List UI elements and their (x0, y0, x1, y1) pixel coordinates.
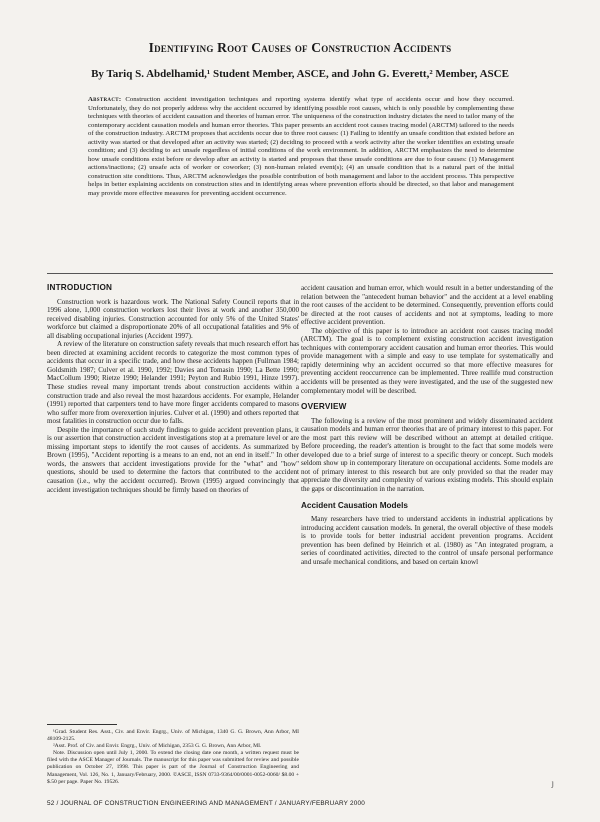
body-paragraph: Despite the importance of such study findings to guide accident prevention plans, it is our assertion that construction accident investigations stop at a premature level or are missing important steps to identify the root causes of accidents. As summarized by Brown (1995), "Accident reporting is a means to an end, not an end in itself." In other words, the answers that accident investigations provide for the "what" and "how" questions, should be used to determine the factors that contributed to the accident causation (i.e., why the accident occurred). Brown (1995) argued convincingly that accident investigation techniques should be firmly based on theories of (47, 425, 299, 494)
footnote: ¹Grad. Student Res. Asst., Civ. and Envir. Engrg., Univ. of Michigan, 1340 G. G. Brown, Ann Arbor, MI 48109-2125. (47, 729, 299, 743)
footnotes (47, 729, 299, 786)
abstract (88, 96, 514, 199)
page-footer: 52 / JOURNAL OF CONSTRUCTION ENGINEERING AND MANAGEMENT / JANUARY/FEBRUARY 2000 (47, 800, 365, 807)
abstract-text: Construction accident investigation techniques and reporting systems identify what type of accidents occur and how they occurred. Unfortunately, they do not properly address why the accident occurred by identifying possible root causes, which is only possible by complementing these techniques with theories of accident causation and theories of human error. The uniqueness of the construction industry dictates the need to tailor many of the contemporary accident causation models and human error theories. This paper presents an accident root causes tracing model (ARCTM) tailored to the needs of the construction industry. ARCTM proposes that accidents occur due to three root causes: (1) Failing to identify an unsafe condition that existed before an activity was started or that developed after an activity was started; (2) deciding to proceed with a work activity after the worker identifies an existing unsafe condition; and (3) deciding to act unsafe regardless of initial conditions of the work environment. In addition, ARCTM emphasizes the need to determine how unsafe conditions exist before or develop after an activity is started and proposes that these unsafe conditions are due to four causes: (1) Management actions/inactions; (2) unsafe acts of worker or coworker; (3) non-human related event(s); (4) an unsafe condition that is a natural part of the initial construction site conditions. Thus, ARCTM acknowledges the possible contribution of both management and labor to the accident process. This perspective helps in better explaining accidents on construction sites and in identifying areas where prevention efforts should be directed, so that labor and management may provide more effective measures for preventing accident occurrence. (88, 96, 514, 198)
body-paragraph: Construction work is hazardous work. The National Safety Council reports that in 1996 alone, 1,000 construction workers lost their lives at work and another 350,000 received disabling injuries. Construction accounted for only 5% of the United States' workforce but claimed a disproportionate 20% of all occupational fatalities and 9% of all disabling occupational injuries (Accident 1997). (47, 297, 299, 340)
body-paragraph: The objective of this paper is to introduce an accident root causes tracing model (ARCTM). The goal is to complement existing construction accident investigation techniques with contemporary accident causation and human error theories. This would provide management with a simple and easy to use template for systematically and rapidly determining why an accident occurred so that more effective measures for preventing accident reoccurrence can be implemented. Three reallife mud construction accidents will be presented as they were investigated, and the use of the suggested new complementary model will be described. (301, 326, 553, 395)
right-column (301, 284, 553, 566)
body-paragraph: The following is a review of the most prominent and widely disseminated accident causation models and human error theories that are of primary interest to this paper. For the most part this review will be described without an attempt at detailed critique. Before proceeding, the reader's attention is brought to the fact that some models were developed due to a brief surge of interest to a specific theory or concept. Such models seldom show up in contemporary literature on occupational accidents. Some models are not of primary interest to this research but are only provided so that the reader may appreciate the diversity and complexity of various existing models. This should explain the gaps or discontinuation in the narration. (301, 416, 553, 494)
body-paragraph: accident causation and human error, which would result in a better understanding of the relation between the "antecedent human behavior" and the accident at a level enabling the root causes of the accident to be determined. Consequently, prevention efforts could be directed at the root causes of accidents and not at symptoms, leading to more effective accident prevention. (301, 284, 553, 327)
left-column (47, 284, 299, 494)
paper-title: Identifying Root Causes of Construction Accidents (148, 40, 452, 55)
abstract-label: Abstract: (88, 96, 122, 103)
abstract-rule (47, 273, 553, 274)
footnote-rule (47, 724, 117, 725)
footnote: Note. Discussion open until July 1, 2000. To extend the closing date one month, a written request must be filed with the ASCE Manager of Journals. The manuscript for this paper was submitted for review and possible publication on October 27, 1998. This paper is part of the Journal of Construction Engineering and Management, Vol. 126, No. 1, January/February, 2000. ©ASCE, ISSN 0733-9364/00/0001-0052-0060/ $8.00 + $.50 per page. Paper No. 19526. (47, 750, 299, 785)
body-paragraph: Many researchers have tried to understand accidents in industrial applications by introducing accident causation models. In general, the overall objective of these models is to provide tools for better industrial accident prevention programs. Accident prevention has been defined by Heinrich et al. (1980) as "An integrated program, a series of coordinated activities, directed to the control of unsafe personal performance and unsafe mechanical conditions, and based on certain knowl (301, 515, 553, 566)
section-heading-introduction: INTRODUCTION (47, 283, 113, 292)
body-paragraph: A review of the literature on construction safety reveals that much research effort has been directed at examining accident records to categorize the most common types of accidents that occur in a specific trade, and how these accidents happen (Fullman 1984; Goldsmith 1987; Culver et al. 1990, 1992; Davies and Tomasin 1990; La Bette 1990; MacCollum 1990; Rietze 1990; Helander 1991; Peyton and Rubio 1991, Hinze 1997). These studies reveal many important trends about construction accidents within a construction trade and also reveal the most hazardous accidents. For example, Helander (1991) reported that carpenters tend to have more finger accidents compared to masons who suffer more from overexertion injuries. Culver et al. (1990) and others reported that most fatalities in construction occur due to falls. (47, 340, 299, 426)
footnote: ²Asst. Prof. of Civ. and Envir. Engrg., Univ. of Michigan, 2353 G. G. Brown, Ann Arbor, MI. (53, 743, 262, 750)
paper-authors: By Tariq S. Abdelhamid,¹ Student Member, ASCE, and John G. Everett,² Member, ASCE (91, 68, 509, 80)
section-heading-overview: OVERVIEW (301, 402, 347, 412)
subsection-heading-models: Accident Causation Models (301, 500, 408, 510)
scan-mark: ȷ (551, 778, 554, 788)
